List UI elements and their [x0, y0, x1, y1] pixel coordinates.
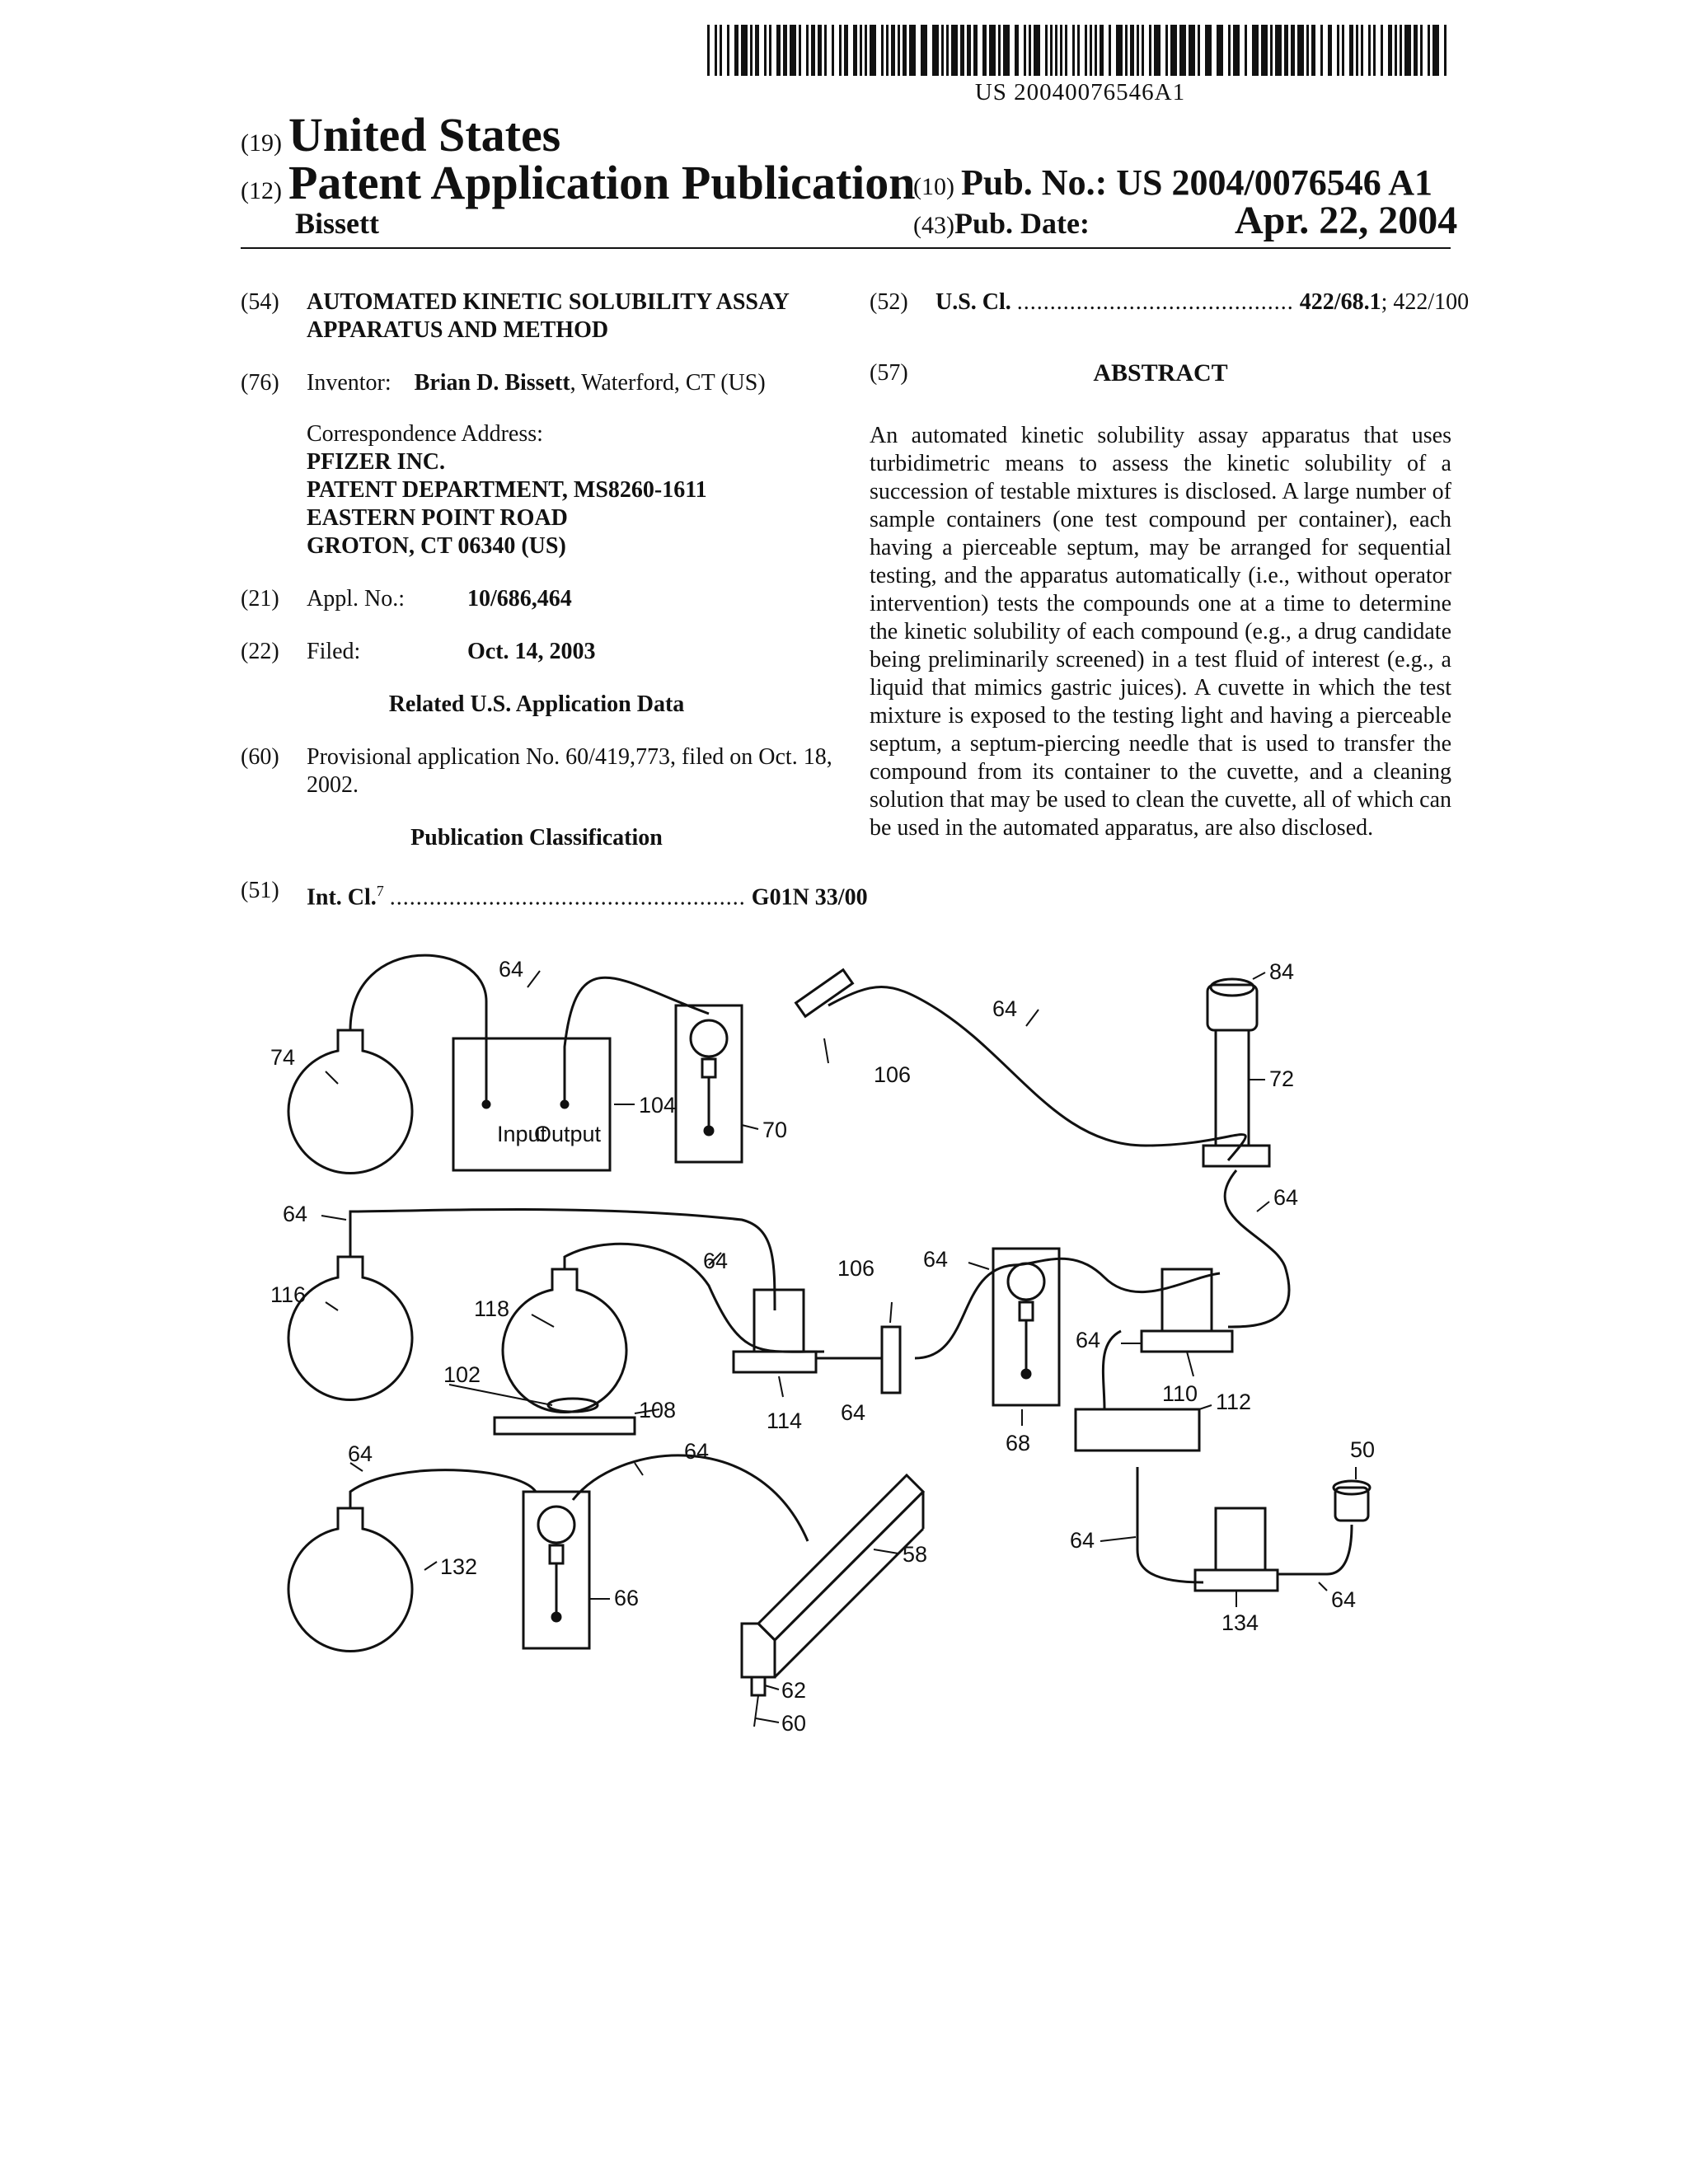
pub-date-label: Pub. Date: — [954, 207, 1090, 240]
barcode-bar — [973, 25, 978, 76]
barcode-bar — [1045, 25, 1048, 76]
barcode-bar — [1205, 25, 1212, 76]
filter-106-top — [796, 970, 853, 1017]
barcode-bar — [1337, 25, 1339, 76]
barcode-bar — [860, 25, 862, 76]
correspondence-address — [307, 420, 832, 560]
int-cl-line — [307, 877, 868, 912]
label-112: 112 — [1216, 1390, 1252, 1414]
inventor-surname: Bissett — [295, 207, 379, 240]
barcode-bar — [811, 25, 815, 76]
label-118: 118 — [474, 1296, 510, 1321]
barcode-bar — [1428, 25, 1430, 76]
publication-date-value: Apr. 22, 2004 — [1235, 199, 1458, 242]
barcode-bar — [886, 25, 889, 76]
abstract-heading-row — [870, 359, 1451, 387]
pump-114 — [754, 1290, 804, 1352]
label-62: 62 — [781, 1678, 807, 1703]
us-cl-line — [935, 288, 1470, 316]
barcode-bar — [1342, 25, 1344, 76]
barcode-bar — [1189, 25, 1195, 76]
barcode-bar — [1137, 25, 1139, 76]
title-field — [241, 288, 832, 344]
barcode-bar — [903, 25, 907, 76]
label-64: 64 — [348, 1441, 373, 1466]
inventor-name: Brian D. Bissett — [414, 370, 570, 396]
publication-type-code: (12) — [241, 177, 282, 204]
publication-type: Patent Application Publication — [288, 156, 916, 209]
barcode-bar — [1072, 25, 1075, 76]
barcode-bar — [1361, 25, 1363, 76]
barcode-bar — [741, 25, 748, 76]
label-64: 64 — [923, 1247, 949, 1272]
label-64: 64 — [1331, 1587, 1357, 1612]
barcode-bar — [1306, 25, 1309, 76]
barcode-bar — [1291, 25, 1295, 76]
stir-plate-108 — [495, 1418, 635, 1434]
correspondence-line-4: GROTON, CT 06340 (US) — [307, 533, 566, 559]
label-132: 132 — [440, 1554, 478, 1579]
label-106: 106 — [837, 1256, 875, 1281]
barcode-bar — [1217, 25, 1223, 76]
barcode-bar — [881, 25, 884, 76]
country-code: (19) — [241, 129, 282, 157]
inventor-line — [307, 369, 832, 397]
barcode-bar — [844, 25, 848, 76]
abstract-title: ABSTRACT — [1093, 359, 1228, 387]
barcode-bar — [764, 25, 767, 76]
barcode-bar — [1179, 25, 1186, 76]
barcode-bar — [870, 25, 876, 76]
barcode-bar — [1065, 25, 1067, 76]
barcode-bar — [1100, 25, 1104, 76]
label-116: 116 — [270, 1282, 307, 1307]
barcode-bar — [1414, 25, 1418, 76]
barcode-bar — [783, 25, 787, 76]
input-label: Input — [497, 1122, 547, 1146]
country-heading — [241, 107, 560, 162]
publication-type-heading — [241, 155, 916, 210]
label-72: 72 — [1269, 1066, 1295, 1091]
needle-holder-62 — [752, 1677, 765, 1695]
barcode-bar — [1077, 25, 1080, 76]
inventor-code: (76) — [241, 370, 279, 396]
barcode-bar — [1198, 25, 1200, 76]
tube — [915, 1258, 1220, 1358]
barcode-bar — [982, 25, 987, 76]
barcode-bar — [720, 25, 722, 76]
filed-field — [241, 638, 832, 666]
barcode-bar — [1130, 25, 1134, 76]
barcode-bar — [1432, 25, 1439, 76]
label-134: 134 — [1221, 1610, 1259, 1635]
correspondence-line-3: EASTERN POINT ROAD — [307, 505, 568, 531]
needle-60 — [754, 1695, 758, 1727]
barcode-bar — [967, 25, 971, 76]
tube — [1137, 1467, 1203, 1582]
barcode-bar — [1125, 25, 1128, 76]
tube — [565, 977, 709, 1104]
barcode-bar — [1373, 25, 1376, 76]
filed-code: (22) — [241, 639, 279, 664]
us-cl-value-primary: 422/68.1 — [1299, 289, 1381, 315]
barcode-bar — [921, 25, 927, 76]
label-114: 114 — [767, 1408, 803, 1433]
filed-label: Filed: — [307, 639, 361, 664]
barcode-bar — [1404, 25, 1411, 76]
barcode-bar — [1395, 25, 1397, 76]
barcode-bar — [750, 25, 753, 76]
label-64: 64 — [841, 1400, 866, 1425]
barcode-bar — [1311, 25, 1315, 76]
label-66: 66 — [614, 1586, 640, 1610]
barcode-bar — [951, 25, 958, 76]
provisional-field — [241, 743, 832, 799]
barcode-bar — [790, 25, 796, 76]
barcode-bar — [1034, 25, 1040, 76]
tube — [1103, 1331, 1121, 1409]
barcode-bar — [891, 25, 895, 76]
barcode-bar — [1095, 25, 1097, 76]
barcode-publication-number: US 20040076546A1 — [974, 79, 1186, 105]
controller-box-104 — [453, 1038, 610, 1170]
barcode-bar — [960, 25, 964, 76]
label-110: 110 — [1162, 1381, 1198, 1406]
barcode-bar — [1085, 25, 1087, 76]
barcode-bar — [1116, 25, 1123, 76]
pub-no-label: Pub. No.: — [960, 162, 1108, 203]
label-64: 64 — [1273, 1185, 1299, 1210]
label-64: 64 — [684, 1439, 710, 1464]
barcode-bar — [932, 25, 939, 76]
title-code: (54) — [241, 289, 279, 315]
abstract-text: An automated kinetic solubility assay apparatus that uses turbidimetric means to assess the kinetic solubility of a succession of testable mixtures is disclosed. A large number of sample containers (one test compound per container), each having a pierceable septum, may be arranged for sequential testing, and the apparatus automatically (i.e., without operator intervention) tests the compounds one at a time to determine the kinetic solubility of each compound (e.g., a drug candidate being preliminarily screened) in a test fluid of interest (e.g., a liquid that mimics gastric juices). A cuvette in which the test mixture is exposed to the testing light and having a pierceable septum, a septum-piercing needle that is used to transfer the compound from its container to the cuvette, and a cleaning solution that may be used to clean the cuvette, all of which can be used in the automated apparatus, are also disclosed. — [870, 423, 1451, 841]
barcode-bar — [853, 25, 857, 76]
barcode-bar — [1270, 25, 1273, 76]
barcode-bar — [898, 25, 900, 76]
barcode-bar — [1024, 25, 1026, 76]
barcode-bar — [1320, 25, 1323, 76]
barcode-bar — [1261, 25, 1268, 76]
barcode-bar — [1349, 25, 1353, 76]
barcode-bar — [1090, 25, 1092, 76]
abstract-code: (57) — [870, 360, 908, 386]
tube — [1278, 1525, 1352, 1574]
tube — [573, 1455, 808, 1541]
int-cl-dots: ...................................................... — [389, 884, 746, 911]
pump-134 — [1216, 1508, 1265, 1570]
application-number-field — [241, 585, 832, 613]
tube — [350, 1470, 536, 1508]
publication-date-label — [913, 206, 1090, 241]
label-64: 64 — [992, 996, 1018, 1021]
label-108: 108 — [639, 1398, 677, 1422]
us-cl-code: (52) — [870, 289, 908, 315]
invention-title: AUTOMATED KINETIC SOLUBILITY ASSAY APPARATUS AND METHOD — [307, 289, 789, 343]
apparatus-drawing — [247, 948, 1451, 1736]
barcode-bar — [1381, 25, 1383, 76]
appl-label: Appl. No.: — [307, 586, 405, 612]
us-cl-field — [870, 288, 1470, 316]
barcode-bar — [734, 25, 738, 76]
label-50: 50 — [1350, 1437, 1376, 1462]
barcode-bar — [1328, 25, 1332, 76]
label-74: 74 — [270, 1045, 296, 1070]
barcode-bar — [989, 25, 996, 76]
filed-value: Oct. 14, 2003 — [467, 639, 596, 664]
label-68: 68 — [1006, 1431, 1031, 1455]
barcode-bar — [1003, 25, 1010, 76]
barcode-bar — [1356, 25, 1358, 76]
barcode-bar — [1149, 25, 1151, 76]
correspondence-line-2: PATENT DEPARTMENT, MS8260-1611 — [307, 477, 707, 503]
barcode-bar — [1284, 25, 1288, 76]
provisional-code: (60) — [241, 744, 279, 770]
barcode-bar — [865, 25, 867, 76]
related-data-heading: Related U.S. Application Data — [388, 691, 685, 717]
inventor-field — [241, 369, 832, 560]
label-58: 58 — [903, 1542, 928, 1567]
barcode-bar — [1297, 25, 1304, 76]
barcode-bar — [1388, 25, 1392, 76]
label-60: 60 — [781, 1711, 807, 1736]
label-64: 64 — [1076, 1328, 1101, 1352]
tube — [565, 1244, 824, 1352]
barcode-bar — [1060, 25, 1062, 76]
label-104: 104 — [639, 1093, 677, 1118]
flask-132 — [288, 1508, 412, 1651]
barcode-bar — [1170, 25, 1177, 76]
label-64: 64 — [703, 1249, 729, 1273]
correspondence-label: Correspondence Address: — [307, 421, 543, 447]
label-64: 64 — [283, 1202, 308, 1226]
int-cl-label: Int. Cl. — [307, 884, 377, 911]
barcode-bar — [1142, 25, 1144, 76]
flask-74 — [288, 1030, 412, 1173]
barcode-bar — [1420, 25, 1423, 76]
cuvette-72 — [1216, 1030, 1249, 1146]
barcode-bar — [839, 25, 842, 76]
correspondence-line-1: PFIZER INC. — [307, 449, 446, 475]
flask-118 — [503, 1269, 626, 1412]
barcode-bar — [707, 25, 710, 76]
barcode-bar — [818, 25, 822, 76]
barcode-bar — [1245, 25, 1247, 76]
pub-no-value: US 2004/0076546 A1 — [1116, 162, 1433, 203]
label-70: 70 — [762, 1118, 788, 1142]
barcode-bar — [1050, 25, 1053, 76]
country-name: United States — [288, 108, 561, 162]
inventor-location: , Waterford, CT (US) — [570, 370, 766, 396]
barcode-bar — [1109, 25, 1111, 76]
us-cl-value-secondary: ; 422/100 — [1381, 289, 1470, 315]
barcode-bar — [727, 25, 729, 76]
us-cl-dots: .......................................... — [1016, 289, 1294, 315]
barcode-bar — [1015, 25, 1019, 76]
barcode-bar — [806, 25, 809, 76]
pub-date-code: (43) — [913, 212, 954, 239]
box-112 — [1076, 1409, 1199, 1451]
output-port — [561, 1101, 568, 1108]
input-port — [483, 1101, 490, 1108]
abstract-column — [870, 288, 1470, 842]
barcode-bar — [1368, 25, 1371, 76]
label-64: 64 — [499, 957, 524, 982]
appl-code: (21) — [241, 586, 279, 612]
barcode — [707, 25, 1453, 76]
stir-bar-102 — [548, 1399, 598, 1412]
output-label: Output — [534, 1122, 602, 1146]
inventor-label: Inventor: — [307, 370, 392, 396]
label-84: 84 — [1269, 959, 1295, 984]
classification-heading: Publication Classification — [410, 825, 663, 851]
barcode-bar — [769, 25, 771, 76]
appl-value: 10/686,464 — [467, 586, 572, 612]
barcode-bar — [832, 25, 834, 76]
barcode-bar — [1165, 25, 1168, 76]
header-divider — [241, 247, 1451, 249]
barcode-bar — [715, 25, 717, 76]
flask-116 — [288, 1257, 412, 1399]
barcode-bar — [1233, 25, 1240, 76]
barcode-bar — [998, 25, 1001, 76]
pub-no-code: (10) — [913, 173, 954, 200]
barcode-bar — [776, 25, 781, 76]
barcode-bar — [1400, 25, 1402, 76]
label-106: 106 — [874, 1062, 912, 1087]
bibliographic-column — [241, 288, 868, 936]
barcode-bar — [799, 25, 801, 76]
filter-106-middle — [882, 1327, 900, 1393]
barcode-bar — [1252, 25, 1259, 76]
label-102: 102 — [443, 1362, 481, 1387]
barcode-bar — [1444, 25, 1447, 76]
barcode-bar — [1228, 25, 1231, 76]
tube — [350, 955, 486, 1104]
int-cl-code: (51) — [241, 878, 279, 903]
barcode-bar — [755, 25, 759, 76]
barcode-bar — [1029, 25, 1031, 76]
barcode-bar — [909, 25, 916, 76]
label-64: 64 — [1070, 1528, 1095, 1553]
int-cl-value: G01N 33/00 — [751, 884, 868, 911]
barcode-bar — [1055, 25, 1057, 76]
barcode-bar — [946, 25, 949, 76]
provisional-text: Provisional application No. 60/419,773, filed on Oct. 18, 2002. — [307, 744, 832, 798]
us-cl-label: U.S. Cl. — [935, 289, 1011, 315]
barcode-bar — [941, 25, 944, 76]
barcode-bar — [824, 25, 827, 76]
pump-110 — [1162, 1269, 1212, 1331]
int-cl-edition: 7 — [376, 883, 384, 899]
int-cl-field — [241, 877, 868, 912]
barcode-bar — [1275, 25, 1282, 76]
barcode-bar — [1154, 25, 1160, 76]
